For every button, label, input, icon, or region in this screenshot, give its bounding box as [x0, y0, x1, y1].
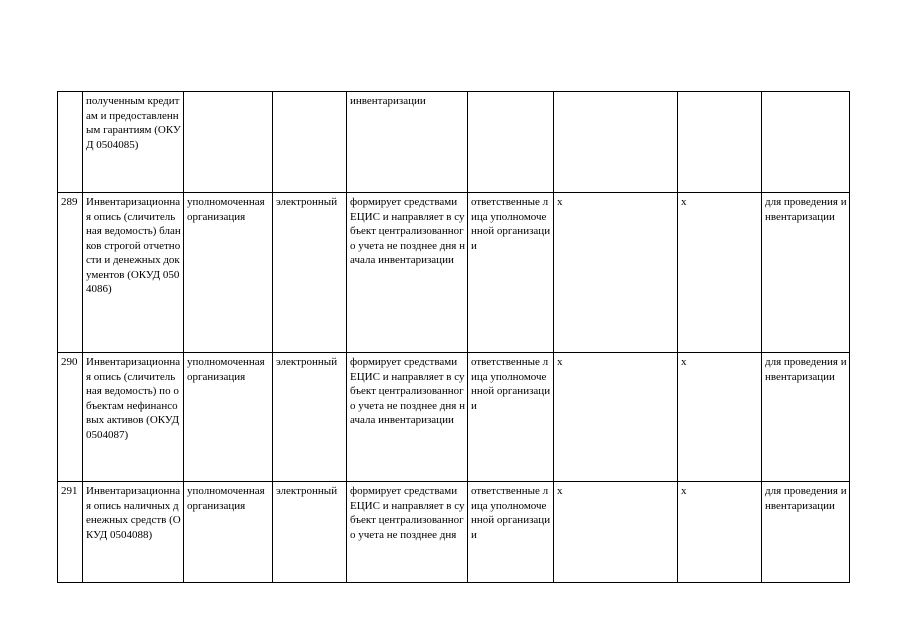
purpose-cell: для проведения инвентаризации — [762, 353, 850, 482]
document-page — [57, 91, 850, 583]
table-row — [58, 482, 850, 583]
column-8-cell: x — [678, 193, 762, 353]
table-row — [58, 353, 850, 482]
purpose-cell: для проведения инвентаризации — [762, 193, 850, 353]
row-number: 289 — [58, 193, 83, 353]
format-cell — [273, 92, 347, 193]
column-7-cell: x — [554, 193, 678, 353]
action-cell: формирует средствами ЕЦИС и направляет в субъект централизованного учета не позднее дня — [347, 482, 468, 583]
creator-cell: уполномоченная организация — [184, 193, 273, 353]
column-8-cell: x — [678, 353, 762, 482]
document-name: Инвентаризационная опись (сличительная ведомость) бланков строгой отчетности и денежных документов (ОКУД 0504086) — [83, 193, 184, 353]
table-row — [58, 92, 850, 193]
action-cell: формирует средствами ЕЦИС и направляет в субъект централизованного учета не позднее дня начала инвентаризации — [347, 193, 468, 353]
column-7-cell: x — [554, 353, 678, 482]
format-cell: электронный — [273, 193, 347, 353]
responsible-cell: ответственные лица уполномоченной организации — [468, 353, 554, 482]
responsible-cell: ответственные лица уполномоченной организации — [468, 482, 554, 583]
document-name: Инвентаризационная опись (сличительная ведомость) по объектам нефинансовых активов (ОКУД 0504087) — [83, 353, 184, 482]
column-8-cell — [678, 92, 762, 193]
action-cell: формирует средствами ЕЦИС и направляет в субъект централизованного учета не позднее дня начала инвентаризации — [347, 353, 468, 482]
format-cell: электронный — [273, 482, 347, 583]
table-row — [58, 193, 850, 353]
documents-table — [57, 91, 850, 583]
creator-cell: уполномоченная организация — [184, 482, 273, 583]
column-7-cell — [554, 92, 678, 193]
column-8-cell: x — [678, 482, 762, 583]
row-number: 290 — [58, 353, 83, 482]
document-name: полученным кредитам и предоставленным гарантиям (ОКУД 0504085) — [83, 92, 184, 193]
purpose-cell — [762, 92, 850, 193]
row-number: 291 — [58, 482, 83, 583]
action-cell: инвентаризации — [347, 92, 468, 193]
creator-cell: уполномоченная организация — [184, 353, 273, 482]
responsible-cell: ответственные лица уполномоченной организации — [468, 193, 554, 353]
creator-cell — [184, 92, 273, 193]
document-name: Инвентаризационная опись наличных денежных средств (ОКУД 0504088) — [83, 482, 184, 583]
responsible-cell — [468, 92, 554, 193]
column-7-cell: x — [554, 482, 678, 583]
purpose-cell: для проведения инвентаризации — [762, 482, 850, 583]
row-number — [58, 92, 83, 193]
format-cell: электронный — [273, 353, 347, 482]
